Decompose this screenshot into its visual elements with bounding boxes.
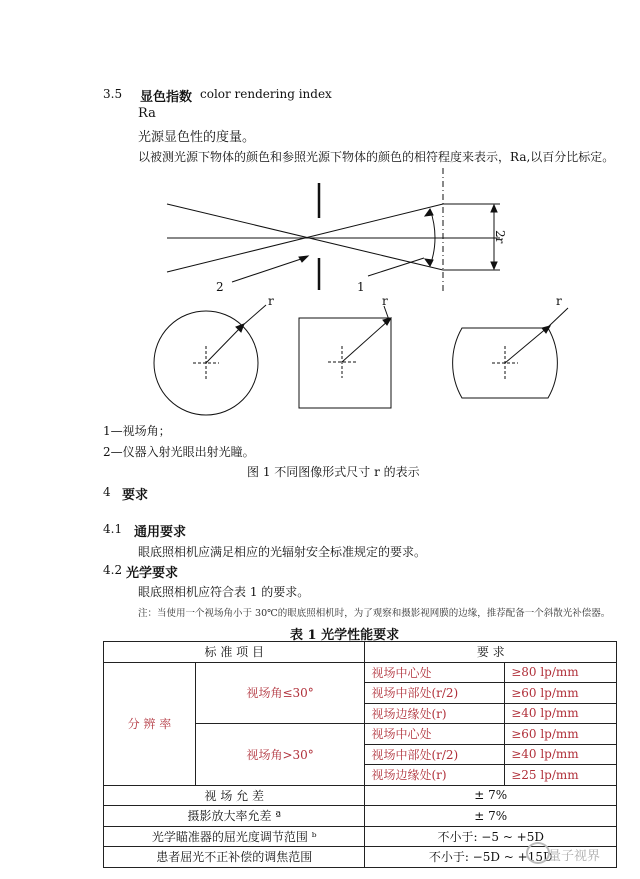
value-cell: ≥25 lp/mm: [505, 765, 617, 786]
section-4-2-body: 眼底照相机应符合表 1 的要求。: [138, 585, 310, 599]
arc-arrow-top: [425, 209, 433, 216]
fov-tolerance-value: ± 7%: [365, 785, 617, 806]
table-row: [104, 785, 617, 806]
fov-gt30-label: 视场角>30°: [195, 724, 365, 786]
section-title-4-1: 通用要求: [134, 525, 187, 540]
section-title-4-2: 光学要求: [126, 566, 179, 581]
table-caption: 表 1 光学性能要求: [290, 628, 400, 643]
leader-2-arrow: [299, 256, 308, 262]
definition-line-1: 光源显色性的度量。: [138, 130, 256, 145]
position-cell: 视场边缘处(r): [365, 703, 505, 724]
circle-r-leader: [242, 305, 266, 326]
figure-legend-2: 2—仪器入射光眼出射光瞳。: [103, 445, 255, 459]
figure-label-r-square: r: [382, 294, 388, 308]
circle-radius: [206, 326, 242, 363]
table-row: [104, 662, 617, 683]
section-4-1-body: 眼底照相机应满足相应的光辐射安全标准规定的要求。: [138, 545, 427, 559]
leader-2: [232, 258, 304, 282]
diopter-range-label: 光学瞄准器的屈光度调节范围 ᵇ: [104, 826, 365, 847]
section-number-4-1: 4.1: [103, 522, 123, 536]
section-title-en-3-5: color rendering index: [200, 87, 332, 101]
arc-arrow-bottom: [425, 259, 433, 266]
watermark-text: 量子视界: [548, 849, 601, 864]
section-number-4-2: 4.2: [103, 563, 123, 577]
value-cell: ≥60 lp/mm: [505, 724, 617, 745]
magnification-tolerance-label: 摄影放大率允差 ª: [104, 806, 365, 827]
diopter-range-value: 不小于: −5 ~ +5D: [365, 826, 617, 847]
square-radius: [342, 320, 389, 362]
trunc-r-leader: [548, 308, 568, 327]
table-header-row: [104, 642, 617, 663]
value-cell: ≥80 lp/mm: [505, 662, 617, 683]
position-cell: 视场中部处(r/2): [365, 744, 505, 765]
figure-label-2: 2: [216, 280, 224, 294]
ra-symbol: Ra: [138, 106, 156, 121]
section-number-4: 4: [103, 485, 111, 499]
trunc-radius: [505, 327, 548, 363]
fov-le30-label: 视场角≤30°: [195, 662, 365, 724]
image-form-square: [299, 318, 391, 408]
magnification-tolerance-value: ± 7%: [365, 806, 617, 827]
figure-caption: 图 1 不同图像形式尺寸 r 的表示: [247, 465, 420, 479]
value-cell: ≥40 lp/mm: [505, 703, 617, 724]
dimension-arrow-top: [491, 205, 497, 212]
value-cell: ≥60 lp/mm: [505, 683, 617, 704]
optical-requirements-table: [103, 641, 617, 868]
figure-label-r-truncated: r: [556, 294, 562, 308]
figure-legend-1: 1—视场角；: [103, 424, 171, 438]
figure-label-2r: 2r: [493, 230, 507, 244]
section-4-2-note: 注：当使用一个视场角小于 30℃的眼底照相机时，为了观察和摄影视网膜的边缘，推荐配备一个斜散光补偿器。: [138, 608, 611, 619]
dimension-arrow-bottom: [491, 262, 497, 269]
figure-label-1: 1: [357, 280, 365, 294]
section-title-3-5: 显色指数: [140, 90, 193, 105]
definition-line-2: 以被测光源下物体的颜色和参照光源下物体的颜色的相符程度来表示，Ra,以百分比标定。: [138, 150, 615, 164]
figure-label-r-circle: r: [268, 294, 274, 308]
header-requirement: 要 求: [365, 642, 617, 663]
position-cell: 视场中心处: [365, 662, 505, 683]
leader-1: [368, 258, 424, 276]
resolution-label: 分 辨 率: [104, 662, 196, 785]
table-row: [104, 806, 617, 827]
position-cell: 视场中心处: [365, 724, 505, 745]
fov-tolerance-label: 视 场 允 差: [104, 785, 365, 806]
value-cell: ≥40 lp/mm: [505, 744, 617, 765]
watermark-logo-icon: [526, 842, 550, 864]
focus-range-label: 患者屈光不正补偿的调焦范围: [104, 847, 365, 868]
position-cell: 视场中部处(r/2): [365, 683, 505, 704]
header-standard-item: 标 准 项 目: [104, 642, 365, 663]
focus-range-value: 不小于: −5D ~ +15D: [365, 847, 617, 868]
section-number-3-5: 3.5: [103, 87, 123, 101]
position-cell: 视场边缘处(r): [365, 765, 505, 786]
section-title-4: 要求: [122, 488, 149, 503]
